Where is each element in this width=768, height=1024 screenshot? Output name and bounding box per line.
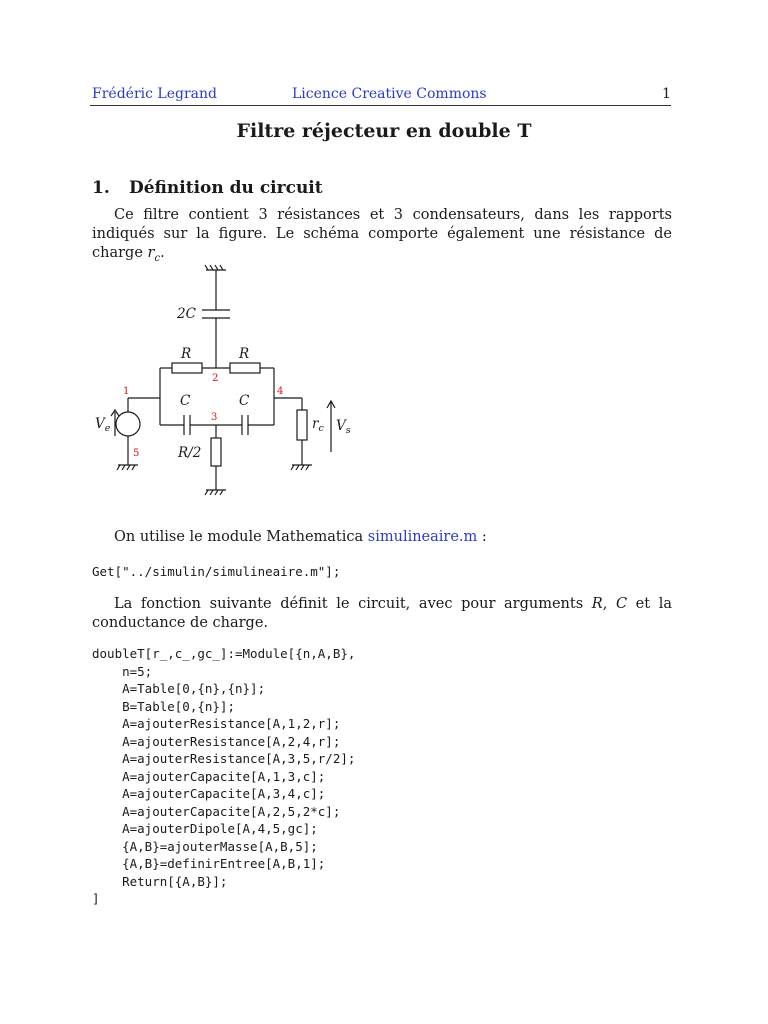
label-r-half: R/2 [178,445,202,461]
section-heading [92,178,323,198]
intro-symbol: r [147,245,155,261]
resistor-r-right [230,363,260,373]
node-label-4: 4 [277,386,284,397]
ground-middle-icon [205,490,226,495]
intro-text: Ce filtre contient 3 résistances et 3 condensateurs, dans les rapports indiqués sur la figure. Le schéma comporte également une résistance de charge [92,207,672,261]
code-block [92,645,355,908]
ground-left-icon [117,465,138,470]
label-c-right: C [239,393,250,409]
section-number: 1. [92,178,110,198]
ground-right-icon [291,465,312,470]
module-link[interactable]: simulineaire.m [367,529,478,545]
module-paragraph [92,528,672,547]
function-text-3: et la conductance de charge. [92,596,672,631]
node-label-1: 1 [123,386,130,397]
header-author: Frédéric Legrand [92,86,217,102]
code-line: A=ajouterCapacite[A,2,5,2*c]; [92,803,341,819]
resistor-rc [297,410,307,440]
capacitor-2c [202,310,230,318]
header-rule [90,105,671,106]
voltage-source-icon [116,412,140,436]
label-cap-2c: 2C [177,306,196,322]
function-var-c: C [615,596,628,612]
capacitor-c-right [242,415,248,435]
header-license[interactable]: Licence Creative Commons [292,86,487,102]
module-text: On utilise le module Mathematica [114,529,368,545]
label-ve: $V_e$ [95,416,111,434]
code-line: B=Table[0,{n}]; [92,698,235,714]
function-text-1: La fonction suivante définit le circuit, avec pour arguments [114,596,592,612]
code-line: n=5; [92,663,153,679]
header-page-number: 1 [662,86,671,102]
code-line: doubleT[r_,c_,gc_]:=Module[{n,A,B}, [92,646,356,661]
intro-subscript: c [154,252,161,264]
code-get: Get["../simulin/simulineaire.m"]; [92,564,341,579]
code-line: {A,B}=definirEntree[A,B,1]; [92,856,326,871]
section-title: Définition du circuit [129,178,323,198]
page-title: Filtre réjecteur en double T [236,120,532,142]
code-line: A=Table[0,{n},{n}]; [92,681,266,696]
resistor-r-half [211,438,221,466]
function-var-r: R [591,596,603,612]
ground-top-icon [205,265,226,270]
code-line: {A,B}=ajouterMasse[A,B,5]; [92,838,318,854]
node-label-2: 2 [212,373,219,384]
code-line: A=ajouterCapacite[A,1,3,c]; [92,768,326,784]
label-rc: $r_c$ [312,416,324,434]
code-line: A=ajouterResistance[A,2,4,r]; [92,733,341,749]
function-text-2: , [602,596,616,612]
code-line: Return[{A,B}]; [92,873,228,889]
label-c-left: C [180,393,191,409]
label-r-left: R [181,346,192,362]
module-text-end: : [477,529,487,545]
code-line: A=ajouterResistance[A,1,2,r]; [92,716,341,731]
function-paragraph [92,595,672,633]
code-line: A=ajouterResistance[A,3,5,r/2]; [92,751,356,766]
capacitor-c-left [184,415,190,435]
node-label-5: 5 [133,448,140,459]
code-line: A=ajouterCapacite[A,3,4,c]; [92,786,326,801]
intro-end: . [160,245,165,261]
node-label-3: 3 [211,412,218,423]
label-r-right: R [239,346,250,362]
circuit-diagram [80,250,370,505]
code-line: A=ajouterDipole[A,4,5,gc]; [92,821,318,836]
label-vs: $V_s$ [336,418,351,436]
code-line: ] [92,891,100,906]
resistor-r-left [172,363,202,373]
